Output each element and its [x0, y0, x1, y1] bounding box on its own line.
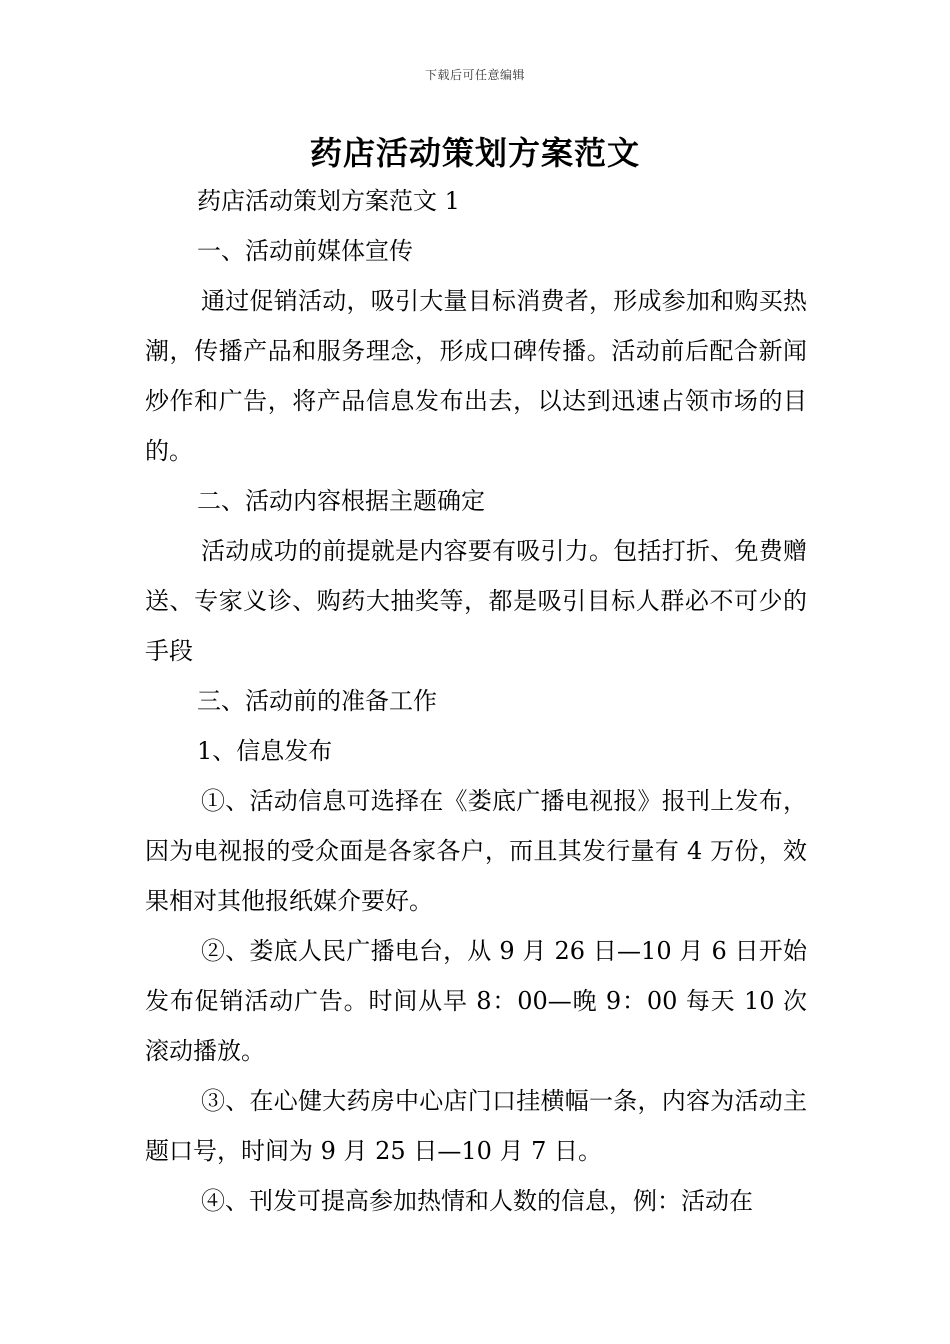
document-body [145, 176, 807, 1226]
body-paragraph: ②、娄底人民广播电台，从 9 月 26 日—10 月 6 日开始发布促销活动广告。时间从早 8：00—晚 9：00 每天 10 次滚动播放。 [145, 937, 807, 1065]
subsection-heading: 1、信息发布 [197, 737, 333, 765]
body-paragraph: 活动成功的前提就是内容要有吸引力。包括打折、免费赠送、专家义诊、购药大抽奖等，都是吸引目标人群必不可少的手段 [145, 537, 807, 665]
body-paragraph: ④、刊发可提高参加热情和人数的信息，例：活动在 [201, 1187, 753, 1215]
document-title: 药店活动策划方案范文 [309, 134, 640, 172]
section-heading: 三、活动前的准备工作 [197, 687, 437, 715]
section-heading: 一、活动前媒体宣传 [197, 237, 413, 265]
header-note: 下载后可任意编辑 [424, 68, 525, 82]
body-paragraph: ③、在心健大药房中心店门口挂横幅一条，内容为活动主题口号，时间为 9 月 25 日—10 月 7 日。 [145, 1087, 807, 1165]
section-heading: 二、活动内容根据主题确定 [197, 487, 485, 515]
section-heading: 药店活动策划方案范文 1 [197, 187, 460, 215]
body-paragraph: ①、活动信息可选择在《娄底广播电视报》报刊上发布，因为电视报的受众面是各家各户，而且其发行量有 4 万份，效果相对其他报纸媒介要好。 [145, 787, 807, 915]
body-paragraph: 通过促销活动，吸引大量目标消费者，形成参加和购买热潮，传播产品和服务理念，形成口碑传播。活动前后配合新闻炒作和广告，将产品信息发布出去，以达到迅速占领市场的目的。 [145, 287, 807, 465]
